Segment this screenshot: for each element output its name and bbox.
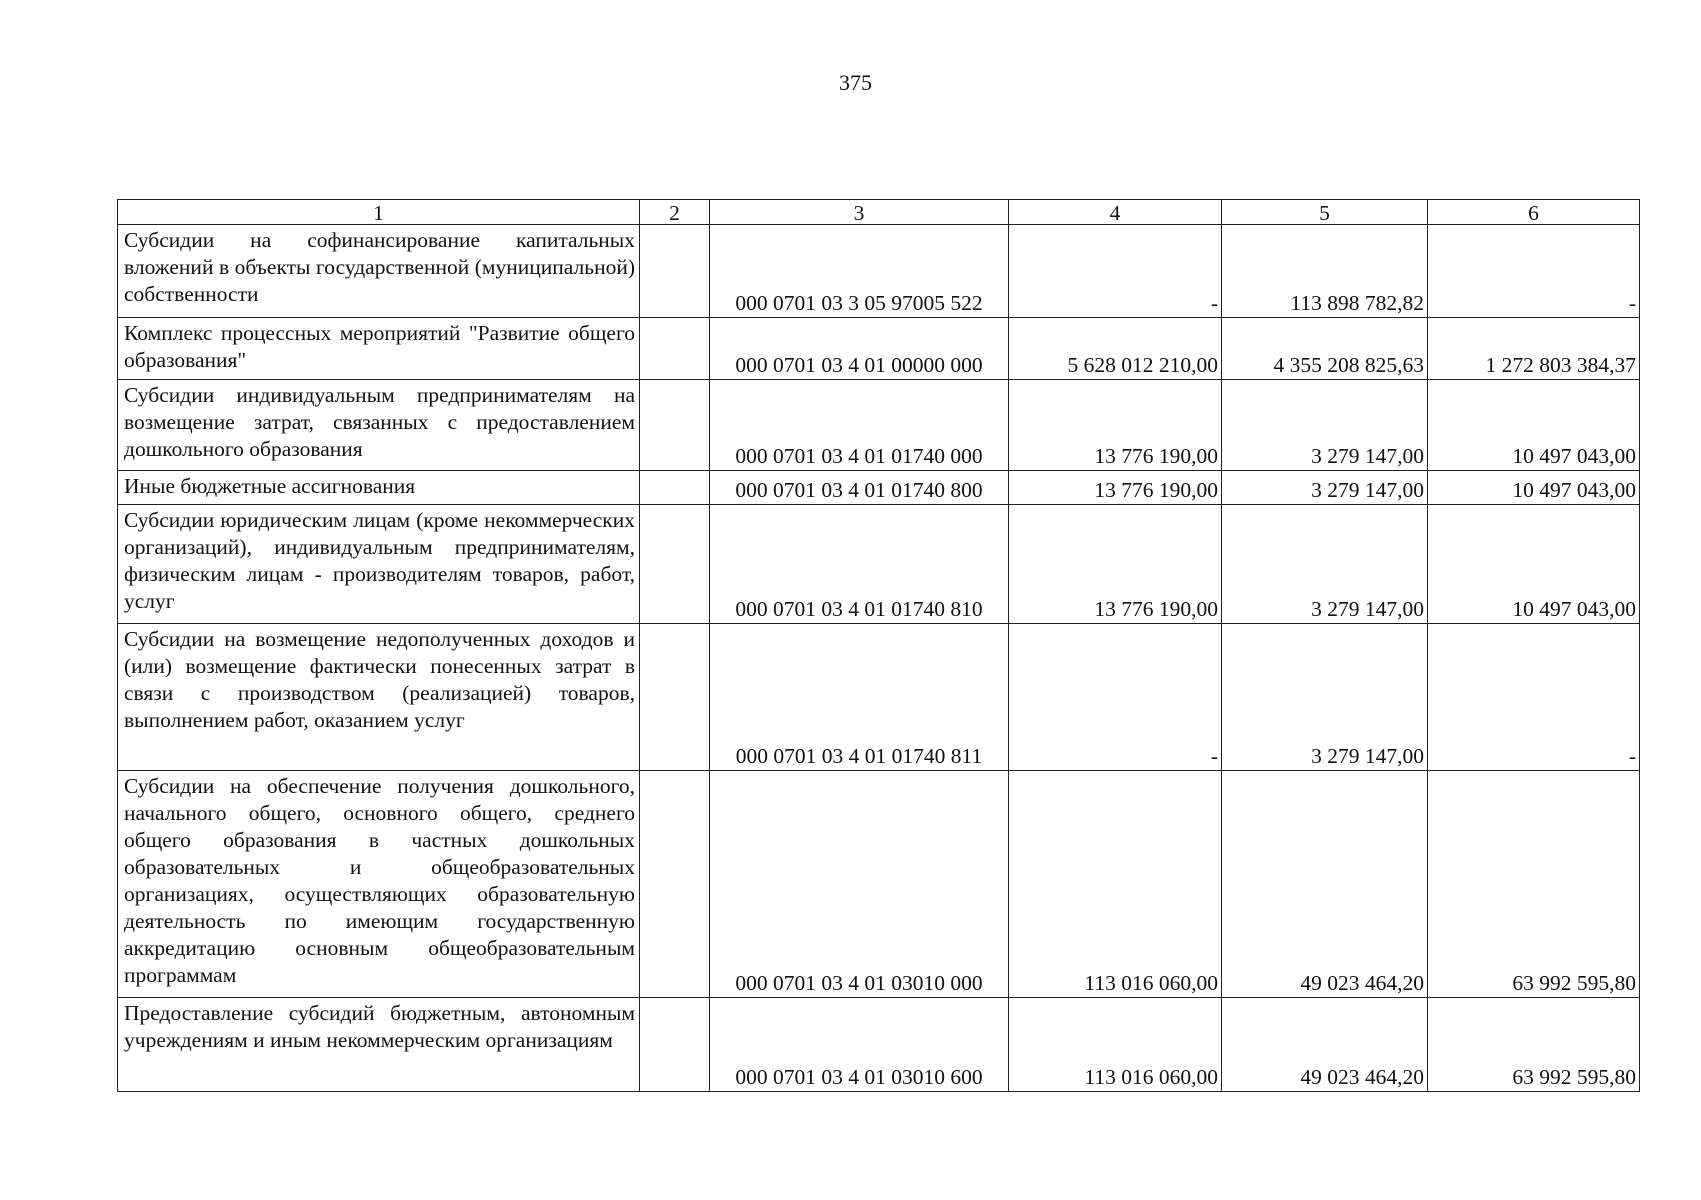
row-description: Предоставление субсидий бюджетным, автономным учреждениям и иным некоммерческим организациям <box>118 998 640 1092</box>
column-header: 2 <box>640 200 710 225</box>
budget-table <box>117 199 1640 1092</box>
row-col4: 13 776 190,00 <box>1009 471 1222 505</box>
row-description: Иные бюджетные ассигнования <box>118 471 640 505</box>
row-code: 000 0701 03 4 01 03010 600 <box>710 998 1009 1092</box>
row-col6: - <box>1428 624 1640 771</box>
row-code: 000 0701 03 4 01 01740 810 <box>710 505 1009 624</box>
row-col2 <box>640 771 710 998</box>
row-col6: 10 497 043,00 <box>1428 471 1640 505</box>
row-col5: 3 279 147,00 <box>1222 624 1428 771</box>
column-header: 6 <box>1428 200 1640 225</box>
row-col6: 10 497 043,00 <box>1428 380 1640 471</box>
header-row <box>118 200 1640 225</box>
page-number: 375 <box>839 70 872 95</box>
row-col5: 49 023 464,20 <box>1222 998 1428 1092</box>
row-description: Субсидии на обеспечение получения дошкольного, начального общего, основного общего, среднего общего образования в частных дошкольных образовательных и общеобразовательных организациях, осуществляющих образовательную деятельность по имеющим государственную аккредитацию основным общеобразовательным программам <box>118 771 640 998</box>
row-col5: 4 355 208 825,63 <box>1222 318 1428 380</box>
row-col5: 49 023 464,20 <box>1222 771 1428 998</box>
row-col6: 63 992 595,80 <box>1428 998 1640 1092</box>
row-description: Субсидии индивидуальным предпринимателям на возмещение затрат, связанных с предоставлением дошкольного образования <box>118 380 640 471</box>
table-body <box>118 225 1640 1092</box>
row-col2 <box>640 318 710 380</box>
row-col4: 5 628 012 210,00 <box>1009 318 1222 380</box>
row-code: 000 0701 03 4 01 01740 800 <box>710 471 1009 505</box>
row-col2 <box>640 624 710 771</box>
row-col5: 3 279 147,00 <box>1222 380 1428 471</box>
table-row <box>118 771 1640 998</box>
row-col5: 3 279 147,00 <box>1222 505 1428 624</box>
row-col6: 63 992 595,80 <box>1428 771 1640 998</box>
row-col4: 13 776 190,00 <box>1009 380 1222 471</box>
row-col5: 3 279 147,00 <box>1222 471 1428 505</box>
column-header: 4 <box>1009 200 1222 225</box>
table-row <box>118 225 1640 318</box>
row-col6: 10 497 043,00 <box>1428 505 1640 624</box>
row-code: 000 0701 03 4 01 03010 000 <box>710 771 1009 998</box>
column-header: 5 <box>1222 200 1428 225</box>
row-col2 <box>640 225 710 318</box>
row-code: 000 0701 03 4 01 01740 000 <box>710 380 1009 471</box>
row-code: 000 0701 03 3 05 97005 522 <box>710 225 1009 318</box>
row-description: Субсидии юридическим лицам (кроме некоммерческих организаций), индивидуальным предпринимателям, физическим лицам - производителям товаров, работ, услуг <box>118 505 640 624</box>
row-col6: - <box>1428 225 1640 318</box>
row-col4: 13 776 190,00 <box>1009 505 1222 624</box>
row-col4: - <box>1009 624 1222 771</box>
row-col4: - <box>1009 225 1222 318</box>
row-col4: 113 016 060,00 <box>1009 998 1222 1092</box>
row-description: Субсидии на возмещение недополученных доходов и (или) возмещение фактически понесенных затрат в связи с производством (реализацией) товаров, выполнением работ, оказанием услуг <box>118 624 640 771</box>
row-code: 000 0701 03 4 01 00000 000 <box>710 318 1009 380</box>
row-col2 <box>640 998 710 1092</box>
row-col2 <box>640 471 710 505</box>
table-row <box>118 505 1640 624</box>
table-header <box>118 200 1640 225</box>
row-code: 000 0701 03 4 01 01740 811 <box>710 624 1009 771</box>
row-col5: 113 898 782,82 <box>1222 225 1428 318</box>
row-description: Субсидии на софинансирование капитальных вложений в объекты государственной (муниципальной) собственности <box>118 225 640 318</box>
row-description: Комплекс процессных мероприятий "Развитие общего образования" <box>118 318 640 380</box>
table-row <box>118 471 1640 505</box>
table-row <box>118 998 1640 1092</box>
table-row <box>118 318 1640 380</box>
row-col6: 1 272 803 384,37 <box>1428 318 1640 380</box>
row-col2 <box>640 380 710 471</box>
row-col2 <box>640 505 710 624</box>
row-col4: 113 016 060,00 <box>1009 771 1222 998</box>
table-row <box>118 380 1640 471</box>
table-row <box>118 624 1640 771</box>
column-header: 3 <box>710 200 1009 225</box>
column-header: 1 <box>118 200 640 225</box>
